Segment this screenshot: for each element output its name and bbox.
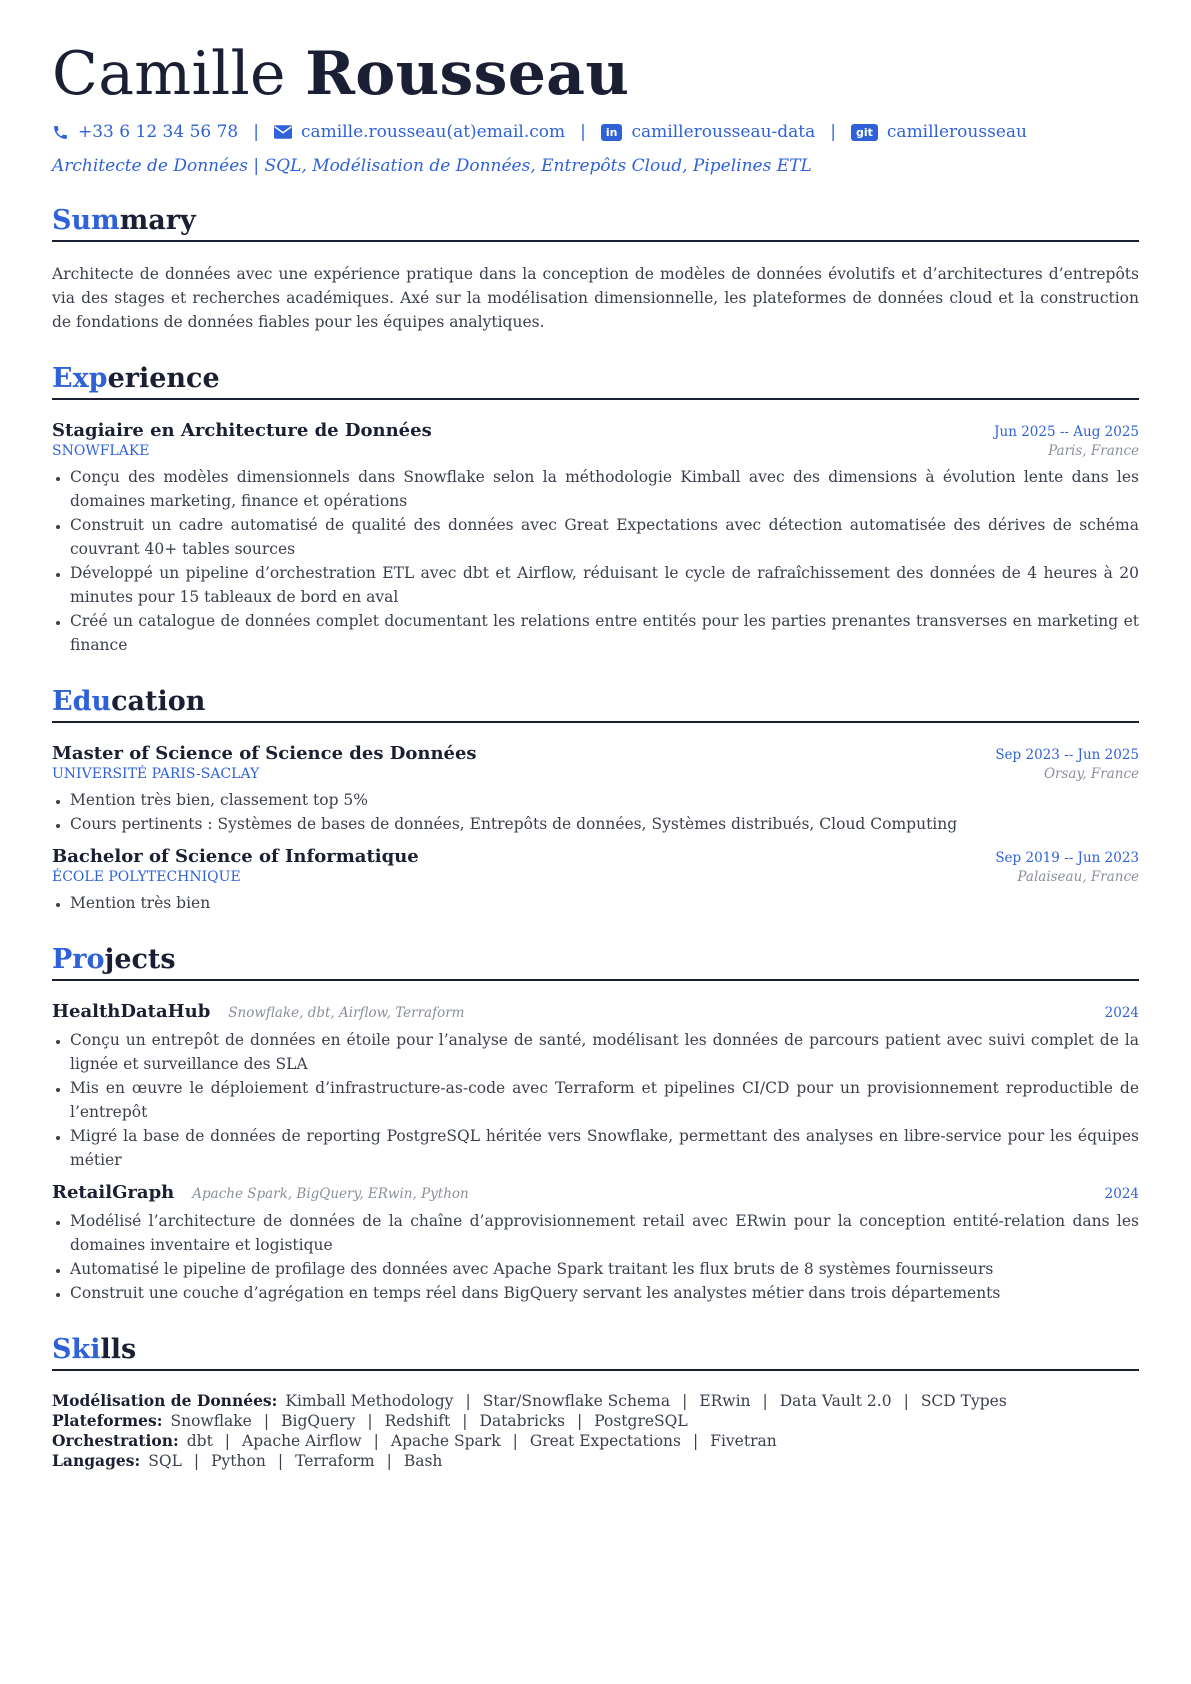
- skill-row: [52, 1431, 1139, 1451]
- github-icon: git: [851, 124, 878, 141]
- job-title: Stagiaire en Architecture de Données: [52, 420, 432, 441]
- skill-separator: |: [465, 1392, 471, 1410]
- contact-bar: [52, 122, 1139, 142]
- skill-separator: |: [462, 1412, 468, 1430]
- skills-section: [52, 1333, 1139, 1471]
- skill-item: Bash: [403, 1452, 443, 1470]
- candidate-name: [52, 38, 1139, 110]
- list-item: • Créé un catalogue de données complet documentant les relations entre entités pour les parties prenantes transverses en marketing et finance: [70, 609, 1139, 657]
- entry-date: Sep 2019 -- Jun 2023: [995, 850, 1139, 866]
- contact-separator: |: [580, 122, 586, 142]
- skill-separator: |: [512, 1432, 518, 1450]
- section-title: Skills: [52, 1333, 1139, 1371]
- skills-list: [52, 1391, 1139, 1471]
- email-icon: [274, 125, 292, 139]
- section-title: Experience: [52, 362, 1139, 400]
- contact-separator: |: [253, 122, 259, 142]
- entry-date: 2024: [1104, 1186, 1139, 1202]
- first-name: Camille: [52, 39, 286, 109]
- skill-separator: |: [373, 1432, 379, 1450]
- education-entry: [52, 846, 1139, 915]
- skill-item: ERwin: [699, 1392, 751, 1410]
- list-item: • Migré la base de données de reporting PostgreSQL héritée vers Snowflake, permettant des analyses en libre-service pour les équipes métier: [70, 1124, 1139, 1172]
- skill-item: Fivetran: [710, 1432, 777, 1450]
- skill-category-label: Orchestration:: [52, 1431, 179, 1450]
- skill-item: PostgreSQL: [594, 1412, 688, 1430]
- skill-separator: |: [193, 1452, 200, 1470]
- project-tech-stack: Snowflake, dbt, Airflow, Terraform: [228, 1005, 465, 1021]
- summary-text: Architecte de données avec une expérience pratique dans la conception de modèles de données évolutifs et d’architectures d’entrepôts via des stages et recherches académiques. Axé sur la modélisation dimensionnelle, les plateformes de données cloud et la construction de fondations de données fiables pour les équipes analytiques.: [52, 265, 1139, 331]
- skill-separator: |: [367, 1412, 373, 1430]
- list-item: • Mis en œuvre le déploiement d’infrastructure-as-code avec Terraform et pipelines CI/CD pour un provisionnement reproductible de l’entrepôt: [70, 1076, 1139, 1124]
- list-item: • Cours pertinents : Systèmes de bases de données, Entrepôts de données, Systèmes distribués, Cloud Computing: [70, 812, 1139, 836]
- education-section: [52, 685, 1139, 915]
- school-name: UNIVERSITÉ PARIS-SACLAY: [52, 766, 260, 782]
- list-item: • Conçu un entrepôt de données en étoile pour l’analyse de santé, modélisant les données de parcours patient avec suivi complet de la lignée et surveillance des SLA: [70, 1028, 1139, 1076]
- project-entry: [52, 1182, 1139, 1305]
- bullet-list: [52, 788, 1139, 836]
- phone-link[interactable]: +33 6 12 34 56 78: [78, 122, 239, 142]
- contact-separator: |: [830, 122, 836, 142]
- project-tech-stack: Apache Spark, BigQuery, ERwin, Python: [192, 1186, 469, 1202]
- skill-separator: |: [386, 1452, 392, 1470]
- section-title: Summary: [52, 204, 1139, 242]
- list-item: • Mention très bien, classement top 5%: [70, 788, 1139, 812]
- entry-location: Paris, France: [1048, 443, 1139, 459]
- skill-item: SCD Types: [920, 1392, 1007, 1410]
- entry-date: Sep 2023 -- Jun 2025: [995, 747, 1139, 763]
- project-title: HealthDataHub: [52, 1001, 211, 1022]
- skill-separator: |: [224, 1432, 231, 1450]
- linkedin-link[interactable]: camillerousseau-data: [631, 122, 816, 142]
- skill-item: Great Expectations: [529, 1432, 681, 1450]
- entry-location: Orsay, France: [1043, 766, 1139, 782]
- project-title: RetailGraph: [52, 1182, 175, 1203]
- degree-title: Master of Science of Science des Données: [52, 743, 477, 764]
- skill-item: Redshift: [384, 1412, 451, 1430]
- skill-item: BigQuery: [281, 1412, 356, 1430]
- list-item: • Développé un pipeline d’orchestration ETL avec dbt et Airflow, réduisant le cycle de rafraîchissement des données de 4 heures à 20 minutes pour 15 tableaux de bord en aval: [70, 561, 1139, 609]
- summary-section: [52, 204, 1139, 334]
- company-name: SNOWFLAKE: [52, 443, 150, 459]
- project-entry: [52, 1001, 1139, 1172]
- bullet-list: [52, 1028, 1139, 1172]
- skill-item: Snowflake: [170, 1412, 252, 1430]
- bullet-list: [52, 891, 1139, 915]
- skill-separator: |: [263, 1412, 270, 1430]
- skill-row: [52, 1411, 1139, 1431]
- skill-row: [52, 1391, 1139, 1411]
- headline-tagline: Architecte de Données | SQL, Modélisation de Données, Entrepôts Cloud, Pipelines ETL: [52, 156, 812, 176]
- entry-location: Palaiseau, France: [1017, 869, 1139, 885]
- skill-separator: |: [692, 1432, 699, 1450]
- skill-row: [52, 1451, 1139, 1471]
- skill-separator: |: [682, 1392, 688, 1410]
- skill-separator: |: [277, 1452, 284, 1470]
- github-link[interactable]: camillerousseau: [886, 122, 1027, 142]
- skill-category-label: Modélisation de Données:: [52, 1391, 278, 1410]
- skill-item: Apache Airflow: [242, 1432, 362, 1450]
- projects-section: [52, 943, 1139, 1305]
- list-item: • Automatisé le pipeline de profilage des données avec Apache Spark traitant les flux bruts de 8 systèmes fournisseurs: [70, 1257, 1139, 1281]
- list-item: • Conçu des modèles dimensionnels dans Snowflake selon la méthodologie Kimball avec des dimensions à évolution lente dans les domaines marketing, finance et opérations: [70, 465, 1139, 513]
- school-name: ÉCOLE POLYTECHNIQUE: [52, 869, 241, 885]
- skill-item: Python: [211, 1452, 266, 1470]
- skill-item: SQL: [148, 1452, 182, 1470]
- skill-category-label: Plateformes:: [52, 1411, 163, 1430]
- phone-icon: [52, 124, 69, 141]
- skill-item: dbt: [186, 1432, 213, 1450]
- skill-item: Kimball Methodology: [285, 1392, 454, 1410]
- education-entry: [52, 743, 1139, 836]
- entry-date: 2024: [1104, 1005, 1139, 1021]
- skill-separator: |: [576, 1412, 583, 1430]
- section-title: Projects: [52, 943, 1139, 981]
- entry-date: Jun 2025 -- Aug 2025: [994, 424, 1139, 440]
- skill-category-label: Langages:: [52, 1451, 141, 1470]
- skill-item: Terraform: [295, 1452, 375, 1470]
- bullet-list: [52, 1209, 1139, 1305]
- email-link[interactable]: camille.rousseau(at)email.com: [300, 122, 566, 142]
- experience-section: [52, 362, 1139, 657]
- list-item: • Construit un cadre automatisé de qualité des données avec Great Expectations avec détection automatisée des dérives de schéma couvrant 40+ tables sources: [70, 513, 1139, 561]
- degree-title: Bachelor of Science of Informatique: [52, 846, 419, 867]
- section-title: Education: [52, 685, 1139, 723]
- skill-item: Databricks: [479, 1412, 565, 1430]
- experience-entry: [52, 420, 1139, 657]
- skill-item: Apache Spark: [390, 1432, 501, 1450]
- skill-separator: |: [762, 1392, 768, 1410]
- list-item: • Construit une couche d’agrégation en temps réel dans BigQuery servant les analystes métier dans trois départements: [70, 1281, 1139, 1305]
- list-item: • Modélisé l’architecture de données de la chaîne d’approvisionnement retail avec ERwin pour la conception entité-relation dans les domaines inventaire et logistique: [70, 1209, 1139, 1257]
- skill-item: Data Vault 2.0: [779, 1392, 892, 1410]
- last-name: Rousseau: [305, 39, 630, 109]
- linkedin-icon: in: [601, 124, 623, 141]
- skill-separator: |: [903, 1392, 909, 1410]
- bullet-list: [52, 465, 1139, 657]
- list-item: • Mention très bien: [70, 891, 1139, 915]
- skill-item: Star/Snowflake Schema: [482, 1392, 671, 1410]
